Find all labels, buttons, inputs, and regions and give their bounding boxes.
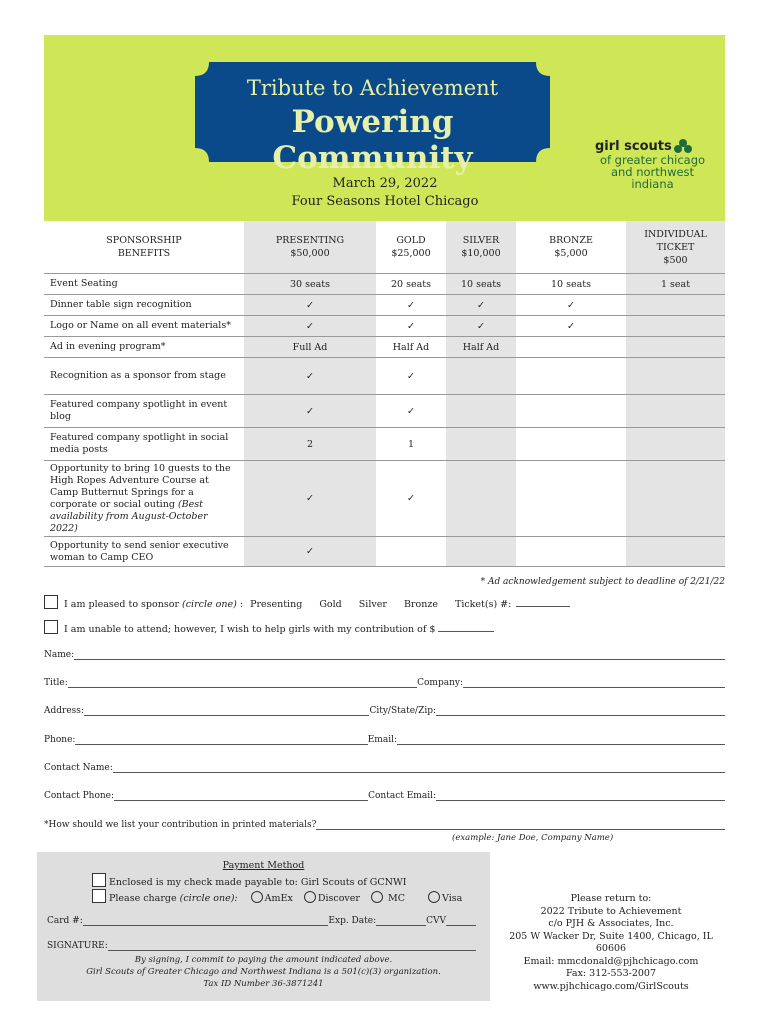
card-discover[interactable]: Discover: [304, 893, 360, 904]
contact-email-label: Contact Email:: [368, 791, 436, 801]
benefit-cell: 2: [244, 428, 376, 461]
benefit-cell: [516, 461, 626, 537]
header-presenting: PRESENTING $50,000: [244, 221, 376, 274]
benefit-cell: ✓: [244, 461, 376, 537]
return-website[interactable]: www.pjhchicago.com/GirlScouts: [533, 980, 689, 992]
benefit-cell: 10 seats: [516, 274, 626, 295]
city-label: City/State/Zip:: [369, 706, 436, 716]
phone-email-row: [44, 734, 725, 745]
name-row: [44, 649, 725, 660]
benefit-cell: ✓: [244, 358, 376, 395]
org-text: Girl Scouts of Greater Chicago and Northwest Indiana is a 501(c)(3) organization.: [86, 967, 441, 977]
benefit-label: Logo or Name on all event materials*: [44, 316, 244, 337]
return-line: c/o PJH & Associates, Inc.: [548, 918, 674, 929]
return-fax: Fax: 312-553-2007: [565, 968, 657, 979]
trefoil-icon: [674, 138, 692, 154]
listing-label: *How should we list your contribution in printed materials?: [44, 820, 317, 830]
signature-label: SIGNATURE:: [47, 941, 108, 951]
benefit-cell: ✓: [376, 316, 446, 337]
benefit-cell: 10 seats: [446, 274, 516, 295]
title-label: Title:: [44, 678, 68, 688]
listing-field[interactable]: [316, 819, 725, 830]
benefit-cell: [446, 428, 516, 461]
benefit-row: [44, 358, 725, 395]
benefit-cell: [516, 395, 626, 428]
card-visa[interactable]: Visa: [428, 893, 462, 904]
charge-option: [92, 889, 462, 904]
benefit-cell: 1: [376, 428, 446, 461]
benefit-cell: ✓: [376, 461, 446, 537]
city-field[interactable]: [436, 705, 725, 716]
contact-name-row: [44, 762, 725, 773]
check-option: [92, 873, 406, 888]
option-presenting[interactable]: Presenting: [250, 599, 303, 610]
company-field[interactable]: [463, 677, 725, 688]
return-line: 2022 Tribute to Achievement: [540, 905, 682, 917]
header-gold: GOLD $25,000: [376, 221, 446, 274]
payment-footnote: [37, 954, 490, 990]
girl-scouts-logo: [595, 138, 710, 190]
contribution-line: [44, 620, 725, 635]
contact-phone-label: Contact Phone:: [44, 791, 115, 801]
ad-note: * Ad acknowledgement subject to deadline of 2/21/22: [480, 577, 725, 587]
sponsorship-table: [44, 221, 725, 567]
contact-phone-email-row: [44, 790, 725, 801]
address-field[interactable]: [84, 705, 370, 716]
benefit-label: Dinner table sign recognition: [44, 295, 244, 316]
return-line: Please return to:: [570, 893, 652, 904]
benefits-body: [44, 274, 725, 567]
contribution-checkbox[interactable]: [44, 620, 58, 634]
contact-name-field[interactable]: [113, 762, 725, 773]
logo-brand: girl scouts: [595, 138, 672, 154]
address-row: [44, 705, 725, 716]
benefit-cell: [516, 358, 626, 395]
benefit-cell: ✓: [516, 295, 626, 316]
benefit-label: Event Seating: [44, 274, 244, 295]
charge-hint: (circle one):: [179, 893, 238, 904]
listing-example: (example: Jane Doe, Company Name): [452, 833, 614, 843]
benefit-cell: 30 seats: [244, 274, 376, 295]
benefit-cell: ✓: [446, 295, 516, 316]
benefit-cell: ✓: [516, 316, 626, 337]
phone-label: Phone:: [44, 735, 76, 745]
benefit-cell: [446, 358, 516, 395]
benefit-cell: [376, 537, 446, 567]
benefit-cell: [516, 537, 626, 567]
benefit-cell: Full Ad: [244, 337, 376, 358]
banner-headline: Powering Community: [272, 104, 473, 176]
listing-row: [44, 819, 725, 830]
banner-title: Tribute to Achievement: [246, 76, 499, 100]
email-field[interactable]: [397, 734, 725, 745]
benefit-cell: [626, 358, 725, 395]
benefit-cell: ✓: [244, 316, 376, 337]
signature-field[interactable]: [108, 940, 476, 951]
benefit-row: [44, 274, 725, 295]
benefit-cell: ✓: [376, 395, 446, 428]
commit-text: By signing, I commit to paying the amount indicated above.: [134, 955, 393, 965]
check-text: Enclosed is my check made payable to: Girl Scouts of GCNWI: [109, 877, 407, 888]
mc-radio: [371, 891, 383, 903]
sponsor-lead: I am pleased to sponsor: [64, 599, 179, 610]
name-label: Name:: [44, 650, 75, 660]
option-gold[interactable]: Gold: [319, 599, 342, 610]
benefit-row: [44, 295, 725, 316]
benefit-cell: 1 seat: [626, 274, 725, 295]
benefit-cell: [446, 537, 516, 567]
benefit-cell: [626, 461, 725, 537]
benefit-cell: [626, 295, 725, 316]
address-label: Address:: [44, 706, 84, 716]
header-silver: SILVER $10,000: [446, 221, 516, 274]
benefit-cell: Half Ad: [376, 337, 446, 358]
contact-email-field[interactable]: [436, 790, 725, 801]
event-info: [260, 175, 510, 211]
title-company-row: [44, 677, 725, 688]
return-email[interactable]: Email: mmcdonald@pjhchicago.com: [523, 955, 699, 967]
header-benefits: SPONSORSHIP BENEFITS: [44, 221, 244, 274]
cvv-field[interactable]: [446, 915, 476, 926]
return-address: [495, 893, 727, 993]
header-bronze: BRONZE $5,000: [516, 221, 626, 274]
name-field[interactable]: [74, 649, 725, 660]
sponsor-line: I am pleased to sponsor (circle one) : Presenting Gold Silver Bronze Ticket(s) #:: [44, 595, 725, 610]
email-label: Email:: [367, 735, 397, 745]
benefit-row: [44, 395, 725, 428]
benefit-label: Opportunity to send senior executive woman to Camp CEO: [44, 537, 244, 567]
check-checkbox[interactable]: [92, 873, 106, 887]
charge-checkbox[interactable]: [92, 889, 106, 903]
header-individual: INDIVIDUAL TICKET $500: [626, 221, 725, 274]
benefit-cell: [516, 337, 626, 358]
exp-label: Exp. Date:: [328, 916, 377, 926]
benefit-cell: [626, 537, 725, 567]
tax-id: Tax ID Number 36-3871241: [203, 979, 324, 989]
amex-radio: [251, 891, 263, 903]
contact-phone-field[interactable]: [114, 790, 368, 801]
contribution-amount-field[interactable]: [438, 631, 494, 632]
option-silver[interactable]: Silver: [358, 599, 387, 610]
visa-radio: [428, 891, 440, 903]
logo-line-3: indiana: [631, 177, 674, 191]
benefit-cell: [626, 316, 725, 337]
benefit-cell: [446, 461, 516, 537]
benefit-cell: 20 seats: [376, 274, 446, 295]
benefit-cell: Half Ad: [446, 337, 516, 358]
benefit-label: Featured company spotlight in event blog: [44, 395, 244, 428]
benefit-row: [44, 537, 725, 567]
benefit-label: Opportunity to bring 10 guests to the High Ropes Adventure Course at Camp Butternut Springs for a corporate or social outing (Best availability from August-October 2022): [44, 461, 244, 537]
title-field[interactable]: [68, 677, 417, 688]
card-amex[interactable]: AmEx: [251, 893, 293, 904]
logo-line-2: and northwest: [610, 165, 695, 179]
benefit-row: [44, 337, 725, 358]
phone-field[interactable]: [75, 734, 367, 745]
sponsor-checkbox[interactable]: [44, 595, 58, 609]
benefit-cell: ✓: [446, 316, 516, 337]
tickets-field[interactable]: [516, 606, 570, 607]
logo-line-1: of greater chicago: [599, 153, 706, 167]
event-venue: Four Seasons Hotel Chicago: [291, 194, 479, 209]
benefit-cell: ✓: [376, 358, 446, 395]
contribution-text: I am unable to attend; however, I wish to help girls with my contribution of $: [64, 624, 436, 635]
benefit-cell: [626, 428, 725, 461]
benefit-cell: ✓: [244, 537, 376, 567]
sponsor-hint: (circle one): [182, 599, 237, 610]
benefit-cell: [626, 395, 725, 428]
benefit-row: [44, 461, 725, 537]
benefit-label: Recognition as a sponsor from stage: [44, 358, 244, 395]
benefit-cell: [516, 428, 626, 461]
benefit-cell: ✓: [244, 295, 376, 316]
card-number-field[interactable]: [83, 915, 329, 926]
benefit-row: [44, 428, 725, 461]
discover-radio: [304, 891, 316, 903]
card-row: [47, 915, 476, 926]
signature-row: [47, 940, 476, 951]
option-bronze[interactable]: Bronze: [403, 599, 438, 610]
charge-text: Please charge: [109, 893, 177, 904]
card-mc[interactable]: MC: [371, 893, 405, 904]
cvv-label: CVV: [426, 916, 446, 926]
company-label: Company:: [417, 678, 463, 688]
return-line: 205 W Wacker Dr, Suite 1400, Chicago, IL 60606: [509, 930, 713, 954]
exp-field[interactable]: [376, 915, 426, 926]
card-label: Card #:: [47, 916, 83, 926]
benefit-cell: [626, 337, 725, 358]
benefit-cell: [446, 395, 516, 428]
option-tickets: Ticket(s) #:: [454, 599, 512, 610]
contact-name-label: Contact Name:: [44, 763, 113, 773]
benefit-label: Ad in evening program*: [44, 337, 244, 358]
event-date: March 29, 2022: [332, 176, 438, 191]
benefit-label: Featured company spotlight in social media posts: [44, 428, 244, 461]
payment-heading: Payment Method: [222, 860, 305, 871]
benefit-row: [44, 316, 725, 337]
benefit-cell: ✓: [376, 295, 446, 316]
benefit-cell: ✓: [244, 395, 376, 428]
